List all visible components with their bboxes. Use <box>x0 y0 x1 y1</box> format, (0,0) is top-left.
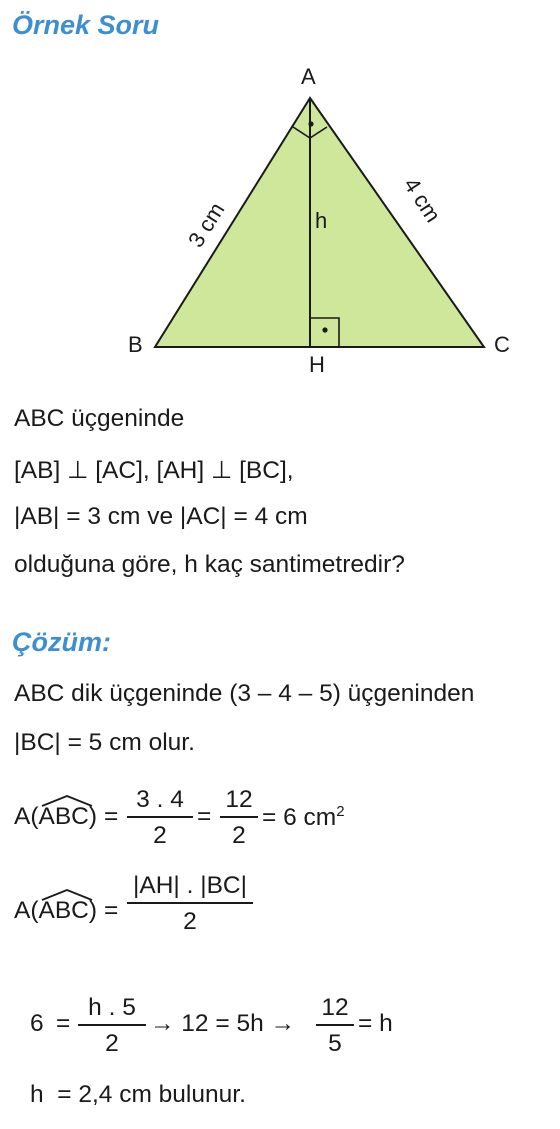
fraction-bar <box>316 1024 354 1026</box>
problem-line-3: |AB| = 3 cm ve |AC| = 4 cm <box>14 503 308 530</box>
solution-line-1: ABC dik üçgeninde (3 – 4 – 5) üçgeninden <box>14 680 475 707</box>
vertex-c-label: C <box>494 332 510 357</box>
eq1-lhs-close: ) <box>88 803 98 830</box>
problem-line-4: olduğuna göre, h kaç santimetredir? <box>14 551 405 578</box>
foot-h-label: H <box>309 352 325 377</box>
eq2-lhs-close: ) <box>88 897 98 924</box>
arc-hat-icon <box>39 887 95 901</box>
eq2-lhs-abc: ABC <box>38 897 89 924</box>
eq2-fraction <box>127 872 253 936</box>
eq3-frac1-den: 2 <box>105 1030 119 1057</box>
side-ab-label: 3 cm <box>183 197 230 252</box>
right-angle-dot-a <box>308 121 313 126</box>
side-ac-label: 4 cm <box>398 173 446 227</box>
eq1-equals-2: = <box>197 803 212 830</box>
triangle-figure <box>0 60 560 380</box>
fraction-bar <box>220 816 258 818</box>
eq1-lhs-abc: ABC <box>38 803 89 830</box>
final-answer: h = 2,4 cm bulunur. <box>30 1081 246 1108</box>
eq3-equals: = <box>56 1010 71 1037</box>
vertex-b-label: B <box>128 332 143 357</box>
fraction-bar <box>78 1024 146 1026</box>
problem-line-2: [AB] ⊥ [AC], [AH] ⊥ [BC], <box>14 457 294 484</box>
eq2-frac-num: |AH| . |BC| <box>133 872 247 899</box>
eq3-fraction-2 <box>316 994 354 1058</box>
eq1-frac2-den: 2 <box>232 822 246 849</box>
eq3-tail: = h <box>358 1010 393 1037</box>
eq3-frac1-num: h . 5 <box>88 994 136 1021</box>
solution-line-2: |BC| = 5 cm olur. <box>14 729 195 756</box>
eq1-equals: = <box>104 803 119 830</box>
height-label: h <box>315 208 328 233</box>
fraction-bar <box>127 902 253 904</box>
eq1-result-text: = 6 cm <box>262 804 337 832</box>
eq1-result <box>262 803 345 832</box>
eq1-fraction-2 <box>220 786 258 850</box>
eq1-superscript: 2 <box>336 803 345 820</box>
solution-heading: Çözüm: <box>12 627 111 657</box>
eq1-lhs-a: A( <box>14 803 39 830</box>
arc-hat-icon <box>39 793 95 807</box>
eq3-fraction-1 <box>78 994 146 1058</box>
problem-line-1: ABC üçgeninde <box>14 405 185 432</box>
eq1-fraction-1 <box>127 786 193 850</box>
eq3-frac2-den: 5 <box>328 1030 342 1057</box>
eq2-equals: = <box>104 897 119 924</box>
vertex-a-label: A <box>301 64 316 89</box>
eq1-frac2-num: 12 <box>225 786 253 813</box>
eq3-six: 6 <box>30 1010 44 1037</box>
eq2-frac-den: 2 <box>183 908 197 935</box>
example-heading: Örnek Soru <box>12 10 160 40</box>
eq3-middle: → 12 = 5h → <box>150 1010 296 1037</box>
eq1-frac1-den: 2 <box>153 822 167 849</box>
right-angle-dot-h <box>322 327 327 332</box>
fraction-bar <box>127 816 193 818</box>
eq2-lhs-a: A( <box>14 897 39 924</box>
eq3-frac2-num: 12 <box>321 994 349 1021</box>
eq1-frac1-num: 3 . 4 <box>136 786 184 813</box>
eq1-lhs <box>14 803 97 831</box>
eq2-lhs <box>14 897 97 925</box>
